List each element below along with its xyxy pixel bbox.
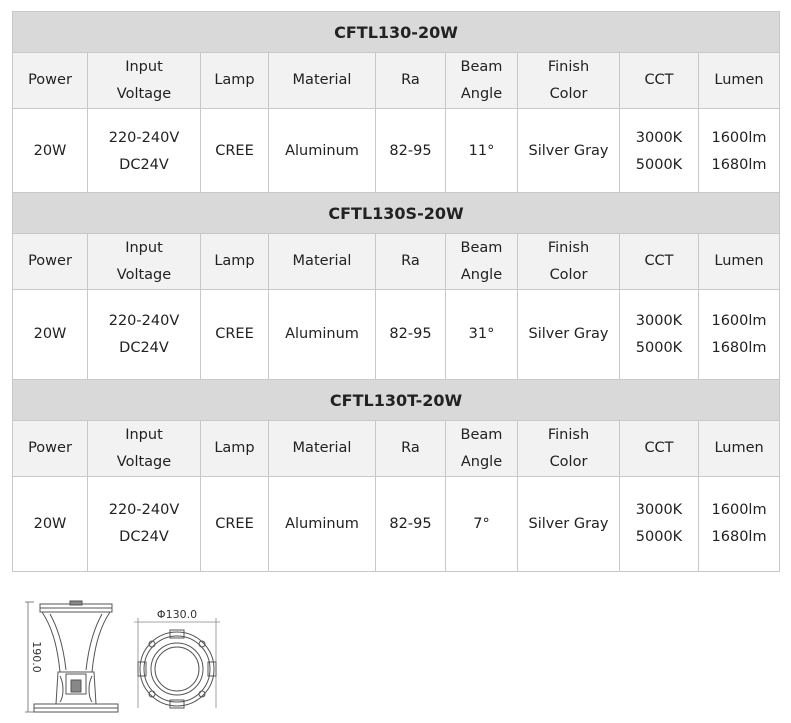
cell-material: Aluminum: [269, 109, 376, 195]
spec-table-3: [12, 379, 780, 572]
header-input-voltage: Input Voltage: [88, 234, 201, 290]
header-lumen: Lumen: [699, 53, 780, 109]
cell-lamp: CREE: [201, 477, 269, 572]
cell-power: 20W: [13, 477, 88, 572]
cell-material: Aluminum: [269, 290, 376, 380]
top-view-drawing: [134, 618, 220, 708]
cell-finish-color: Silver Gray: [518, 109, 620, 195]
header-cct: CCT: [620, 53, 699, 109]
cell-power: 20W: [13, 109, 88, 195]
model-title: CFTL130-20W: [13, 12, 780, 53]
header-power: Power: [13, 53, 88, 109]
header-power: Power: [13, 234, 88, 290]
cell-ra: 82-95: [376, 109, 446, 195]
cell-beam-angle: 31°: [446, 290, 518, 380]
cell-voltage: 220-240V DC24V: [88, 477, 201, 572]
cell-beam-angle: 11°: [446, 109, 518, 195]
header-lamp: Lamp: [201, 421, 269, 477]
side-view-drawing: [34, 601, 118, 712]
cell-lumen: 1600lm 1680lm: [699, 477, 780, 572]
cell-cct: 3000K 5000K: [620, 290, 699, 380]
header-lamp: Lamp: [201, 53, 269, 109]
header-ra: Ra: [376, 421, 446, 477]
cell-beam-angle: 7°: [446, 477, 518, 572]
header-finish-color: Finish Color: [518, 421, 620, 477]
header-beam-angle: Beam Angle: [446, 53, 518, 109]
header-power: Power: [13, 421, 88, 477]
header-lumen: Lumen: [699, 421, 780, 477]
cell-material: Aluminum: [269, 477, 376, 572]
header-lumen: Lumen: [699, 234, 780, 290]
header-finish-color: Finish Color: [518, 234, 620, 290]
cell-lumen: 1600lm 1680lm: [699, 109, 780, 195]
cell-cct: 3000K 5000K: [620, 477, 699, 572]
cell-cct: 3000K 5000K: [620, 109, 699, 195]
cell-lamp: CREE: [201, 290, 269, 380]
header-beam-angle: Beam Angle: [446, 234, 518, 290]
height-label: 190.0: [30, 641, 43, 673]
header-input-voltage: Input Voltage: [88, 421, 201, 477]
header-material: Material: [269, 53, 376, 109]
cell-voltage: 220-240V DC24V: [88, 109, 201, 195]
dimension-drawing: [20, 600, 230, 718]
header-cct: CCT: [620, 234, 699, 290]
spec-table-1: [12, 11, 780, 195]
cell-lumen: 1600lm 1680lm: [699, 290, 780, 380]
model-title: CFTL130T-20W: [13, 380, 780, 421]
header-material: Material: [269, 234, 376, 290]
cell-lamp: CREE: [201, 109, 269, 195]
cell-ra: 82-95: [376, 290, 446, 380]
cell-power: 20W: [13, 290, 88, 380]
cell-finish-color: Silver Gray: [518, 477, 620, 572]
header-beam-angle: Beam Angle: [446, 421, 518, 477]
spec-table-2: [12, 192, 780, 380]
cell-voltage: 220-240V DC24V: [88, 290, 201, 380]
cell-ra: 82-95: [376, 477, 446, 572]
header-finish-color: Finish Color: [518, 53, 620, 109]
cell-finish-color: Silver Gray: [518, 290, 620, 380]
header-lamp: Lamp: [201, 234, 269, 290]
header-input-voltage: Input Voltage: [88, 53, 201, 109]
diameter-label: Φ130.0: [156, 608, 198, 621]
header-ra: Ra: [376, 53, 446, 109]
header-cct: CCT: [620, 421, 699, 477]
header-material: Material: [269, 421, 376, 477]
header-ra: Ra: [376, 234, 446, 290]
model-title: CFTL130S-20W: [13, 193, 780, 234]
